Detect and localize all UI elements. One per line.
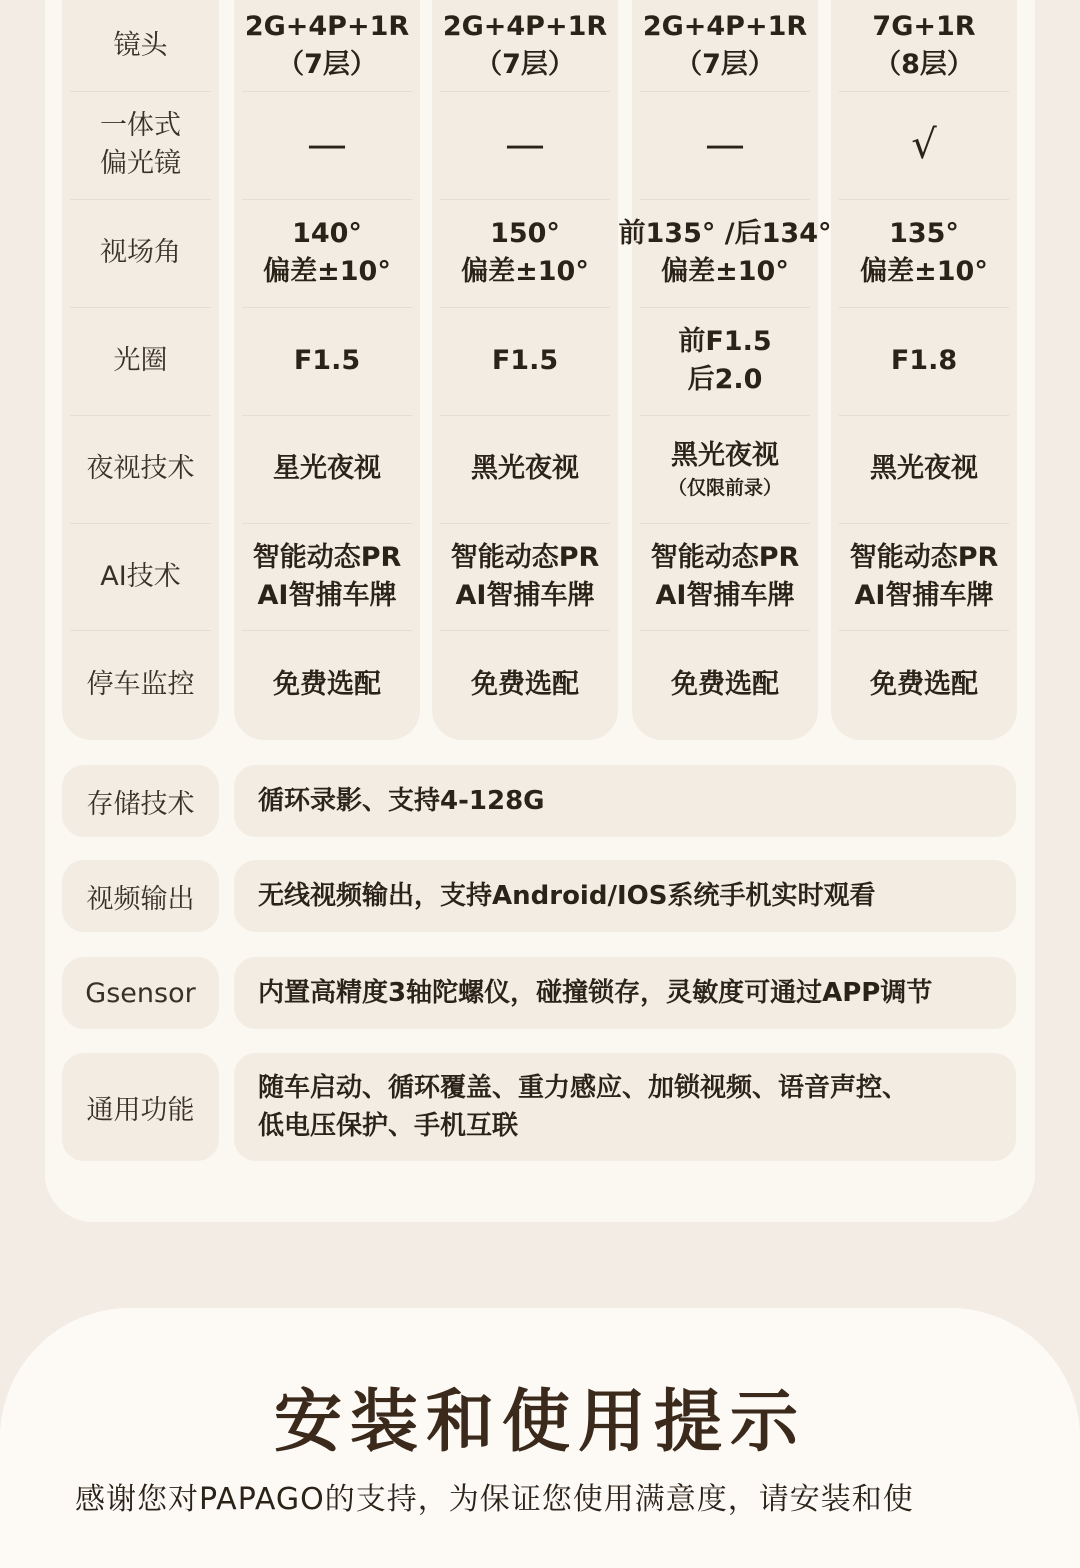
spec-cell bbox=[831, 307, 1017, 415]
spec-row-label bbox=[62, 199, 219, 307]
spec-cell-line: 7G+1R bbox=[872, 10, 976, 42]
shared-row-value-line: 无线视频输出，支持Android/IOS系统手机实时观看 bbox=[258, 881, 876, 911]
spec-cell-line: 140° bbox=[292, 218, 362, 249]
spec-cell-line: 星光夜视 bbox=[273, 453, 381, 484]
spec-cell bbox=[432, 199, 618, 307]
spec-cell-line: 2G+4P+1R bbox=[244, 10, 410, 42]
shared-row-value bbox=[234, 860, 1016, 932]
spec-row-label-line: 一体式 bbox=[100, 110, 181, 141]
spec-cell-line: 黑光夜视 bbox=[471, 453, 579, 484]
spec-cell bbox=[831, 415, 1017, 523]
spec-cell-line: F1.8 bbox=[890, 345, 958, 376]
spec-cell bbox=[234, 0, 420, 91]
spec-cell-line: （仅限前录） bbox=[667, 477, 782, 499]
spec-cell-line: （8层） bbox=[874, 48, 974, 80]
spec-cell bbox=[632, 523, 818, 630]
spec-cell bbox=[432, 307, 618, 415]
spec-cell-line: F1.5 bbox=[491, 345, 559, 376]
spec-cell bbox=[234, 307, 420, 415]
spec-row-label bbox=[62, 0, 219, 91]
spec-row-label-text: AI技术 bbox=[100, 560, 181, 592]
spec-cell-line: 偏差±10° bbox=[860, 256, 988, 287]
spec-cell bbox=[632, 91, 818, 199]
shared-row-label: Gsensor bbox=[62, 957, 219, 1029]
spec-cell bbox=[831, 0, 1017, 91]
spec-cell bbox=[234, 523, 420, 630]
spec-cell-line: 黑光夜视 bbox=[870, 453, 978, 484]
spec-cell bbox=[432, 630, 618, 740]
spec-cell bbox=[632, 630, 818, 740]
spec-cell-line: 后2.0 bbox=[687, 364, 763, 395]
spec-cell-line: 2G+4P+1R bbox=[642, 10, 808, 42]
spec-cell-line: — bbox=[307, 122, 347, 168]
spec-cell-line: （7层） bbox=[675, 48, 775, 80]
spec-cell bbox=[234, 199, 420, 307]
spec-cell bbox=[432, 91, 618, 199]
spec-cell-line: AI智捕车牌 bbox=[854, 579, 994, 611]
spec-cell-line: 前135° /后134° bbox=[618, 218, 832, 249]
spec-cell-line: 2G+4P+1R bbox=[442, 10, 608, 42]
shared-row-label: 存储技术 bbox=[62, 765, 219, 837]
spec-row-label-text: 光圈 bbox=[113, 345, 168, 376]
spec-row-label bbox=[62, 307, 219, 415]
spec-cell bbox=[831, 91, 1017, 199]
shared-row-value bbox=[234, 1053, 1016, 1161]
spec-cell bbox=[234, 630, 420, 740]
spec-row-label bbox=[62, 91, 219, 199]
spec-cell bbox=[632, 415, 818, 523]
spec-cell bbox=[618, 199, 832, 307]
spec-cell-line: （7层） bbox=[277, 48, 377, 80]
spec-cell-line: 免费选配 bbox=[273, 669, 381, 700]
spec-cell bbox=[234, 415, 420, 523]
spec-cell-line: 智能动态PR bbox=[252, 541, 402, 573]
spec-cell bbox=[432, 523, 618, 630]
spec-cell bbox=[632, 0, 818, 91]
spec-cell bbox=[432, 415, 618, 523]
install-intro: 感谢您对PAPAGO的支持，为保证您使用满意度，请安装和使 bbox=[75, 1482, 914, 1517]
spec-cell-line: √ bbox=[911, 122, 937, 168]
spec-cell bbox=[831, 630, 1017, 740]
spec-cell-line: 135° bbox=[889, 218, 959, 249]
spec-row-label-text: 停车监控 bbox=[86, 669, 195, 700]
shared-row-value bbox=[234, 957, 1016, 1029]
shared-row-value-line: 内置高精度3轴陀螺仪，碰撞锁存，灵敏度可通过APP调节 bbox=[258, 978, 933, 1008]
spec-cell-line: 偏差±10° bbox=[461, 256, 589, 287]
spec-cell bbox=[632, 307, 818, 415]
spec-cell-line: 免费选配 bbox=[870, 669, 978, 700]
spec-cell-line: — bbox=[505, 122, 545, 168]
spec-row-label-text: 视场角 bbox=[100, 237, 181, 268]
spec-row-label bbox=[62, 415, 219, 523]
spec-cell-line: — bbox=[705, 122, 745, 168]
spec-cell-line: 免费选配 bbox=[471, 669, 579, 700]
shared-row-label: 视频输出 bbox=[62, 860, 219, 932]
spec-row-label bbox=[62, 630, 219, 740]
spec-cell-line: 智能动态PR bbox=[450, 541, 600, 573]
shared-row-label: 通用功能 bbox=[62, 1053, 219, 1161]
spec-cell-line: 150° bbox=[490, 218, 560, 249]
spec-cell-line: F1.5 bbox=[293, 345, 361, 376]
spec-cell-line: 智能动态PR bbox=[650, 541, 800, 573]
spec-cell-line: 智能动态PR bbox=[849, 541, 999, 573]
spec-cell bbox=[432, 0, 618, 91]
shared-row-value-line: 低电压保护、手机互联 bbox=[258, 1111, 519, 1141]
shared-row-value bbox=[234, 765, 1016, 837]
spec-cell-line: 黑光夜视 bbox=[671, 440, 779, 471]
spec-row-label bbox=[62, 523, 219, 630]
spec-cell-line: 偏差±10° bbox=[263, 256, 391, 287]
spec-cell-line: （7层） bbox=[475, 48, 575, 80]
shared-row-value-line: 循环录影、支持4-128G bbox=[258, 786, 545, 816]
spec-cell-line: 前F1.5 bbox=[678, 326, 772, 357]
spec-cell-line: 偏差±10° bbox=[661, 256, 789, 287]
spec-cell-line: 免费选配 bbox=[671, 669, 779, 700]
spec-cell bbox=[831, 523, 1017, 630]
spec-cell-line: AI智捕车牌 bbox=[257, 579, 397, 611]
spec-cell-line: AI智捕车牌 bbox=[655, 579, 795, 611]
spec-row-label-text: 镜头 bbox=[113, 29, 168, 61]
spec-row-label-line: 偏光镜 bbox=[100, 148, 181, 179]
install-title: 安装和使用提示 bbox=[273, 1383, 806, 1462]
spec-row-label-text: 夜视技术 bbox=[86, 453, 195, 484]
spec-cell bbox=[831, 199, 1017, 307]
shared-row-value-line: 随车启动、循环覆盖、重力感应、加锁视频、语音声控、 bbox=[258, 1073, 909, 1103]
spec-cell-line: AI智捕车牌 bbox=[455, 579, 595, 611]
spec-cell bbox=[234, 91, 420, 199]
